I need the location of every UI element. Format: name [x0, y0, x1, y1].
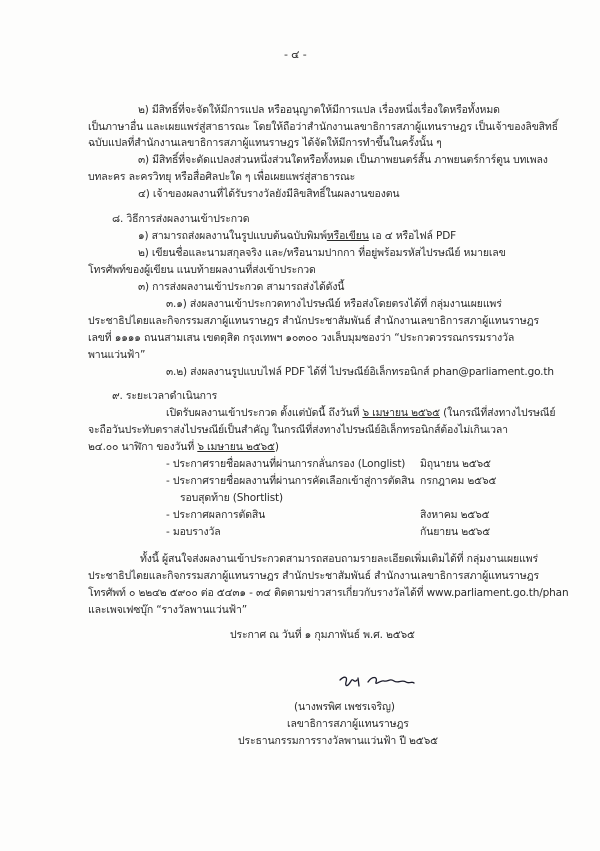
- section-8-sub-3-2: ๓.๒) ส่งผลงานรูปแบบไฟล์ PDF ได้ที่ ไปรษณีย์อิเล็กทรอนิกส์ phan@parliament.go.th: [166, 366, 554, 378]
- schedule-item-label: - มอบรางวัล: [166, 526, 221, 538]
- schedule-item-label: - ประกาศรายชื่อผลงานที่ผ่านการกลั่นกรอง (Longlist): [166, 458, 406, 470]
- page-number: - ๔ -: [284, 48, 307, 61]
- section-8-item-3: ๓) การส่งผลงานเข้าประกวด สามารถส่งได้ดังนี้: [138, 281, 345, 293]
- section-9-heading: ๙. ระยะเวลาดำเนินการ: [112, 390, 218, 402]
- schedule-item-date: สิงหาคม ๒๕๖๕: [420, 509, 490, 521]
- rights-item-4: ๔) เจ้าของผลงานที่ได้รับรางวัลยังมีลิขสิทธิ์ในผลงานของตน: [138, 188, 400, 200]
- section-8-sub-3-1-line-4: พานแว่นฟ้า”: [88, 349, 146, 361]
- section-8-sub-3-1-line-3: เลขที่ ๑๑๑๑ ถนนสามเสน เขตดุสิต กรุงเทพฯ ๑๐๓๐๐ วงเล็บมุมซองว่า “ประกวดวรรณกรรมรางวัล: [88, 332, 515, 344]
- section-9-para-line-2: จะถือวันประทับตราส่งไปรษณีย์เป็นสำคัญ ในกรณีที่ส่งทางไปรษณีย์อิเล็กทรอนิกส์ต้องไม่เกินเวลา: [88, 424, 508, 436]
- schedule-item-date: กันยายน ๒๕๖๕: [420, 526, 491, 538]
- schedule-item-label-continued: รอบสุดท้าย (Shortlist): [180, 492, 283, 504]
- section-8-sub-3-1-line-1: ๓.๑) ส่งผลงานเข้าประกวดทางไปรษณีย์ หรือส่งโดยตรงได้ที่ กลุ่มงานเผยแพร่: [166, 298, 502, 310]
- rights-item-3-line-2: บทละคร ละครวิทยุ หรือสื่อศิลปะใด ๆ เพื่อเผยแพร่สู่สาธารณะ: [88, 171, 356, 183]
- section-8-item-1: ๑) สามารถส่งผลงานในรูปแบบต้นฉบับพิมพ์หรือเขียน เอ ๔ หรือไฟล์ PDF: [138, 230, 457, 242]
- schedule-item-label: - ประกาศรายชื่อผลงานที่ผ่านการคัดเลือกเข้าสู่การตัดสิน: [166, 475, 415, 487]
- section-9-para-line-1: เปิดรับผลงานเข้าประกวด ตั้งแต่บัดนี้ ถึงวันที่ ๖ เมษายน ๒๕๖๕ (ในกรณีที่ส่งทางไปรษณีย์: [166, 407, 556, 419]
- contact-line-4: และเพจเฟซบุ๊ก “รางวัลพานแว่นฟ้า”: [88, 604, 248, 616]
- contact-line-3: โทรศัพท์ ๐ ๒๒๔๒ ๕๙๐๐ ต่อ ๕๔๓๑ - ๓๔ ติดตามข่าวสารเกี่ยวกับรางวัลได้ที่ www.parliament.go.th/phan: [88, 587, 569, 599]
- section-8-heading: ๘. วิธีการส่งผลงานเข้าประกวด: [112, 213, 250, 225]
- section-8-item-2-line-2: โทรศัพท์ของผู้เขียน แนบท้ายผลงานที่ส่งเข้าประกวด: [88, 264, 316, 276]
- rights-item-2-line-1: ๒) มีสิทธิ์ที่จะจัดให้มีการแปล หรืออนุญาตให้มีการแปล เรื่องหนึ่งเรื่องใดหรือทั้งหมด: [138, 104, 500, 116]
- schedule-item-label: - ประกาศผลการตัดสิน: [166, 509, 266, 521]
- signer-title: เลขาธิการสภาผู้แทนราษฎร: [287, 718, 409, 730]
- signature: [338, 672, 416, 694]
- signer-name: (นางพรพิศ เพชรเจริญ): [294, 701, 395, 713]
- rights-item-2-line-2: เป็นภาษาอื่น และเผยแพร่สู่สาธารณะ โดยให้ถือว่าสำนักงานเลขาธิการสภาผู้แทนราษฎร เป็นเจ้าของลิขสิทธิ์: [88, 121, 558, 133]
- contact-line-1: ทั้งนี้ ผู้สนใจส่งผลงานเข้าประกวดสามารถสอบถามรายละเอียดเพิ่มเติมได้ที่ กลุ่มงานเผยแพร่: [140, 553, 538, 565]
- section-8-sub-3-1-line-2: ประชาธิปไตยและกิจกรรมสภาผู้แทนราษฎร สำนักประชาสัมพันธ์ สำนักงานเลขาธิการสภาผู้แทนราษฎร: [88, 315, 539, 327]
- signer-role: ประธานกรรมการรางวัลพานแว่นฟ้า ปี ๒๕๖๕: [238, 735, 438, 747]
- rights-item-2-line-3: ฉบับแปลที่สำนักงานเลขาธิการสภาผู้แทนราษฎร ได้จัดให้มีการทำขึ้นในครั้งนั้น ๆ: [88, 137, 442, 149]
- rights-item-3-line-1: ๓) มีสิทธิ์ที่จะดัดแปลงส่วนหนึ่งส่วนใดหรือทั้งหมด เป็นภาพยนตร์สั้น ภาพยนตร์การ์ตูน บทเพลง: [138, 154, 548, 166]
- schedule-item-date: กรกฎาคม ๒๕๖๕: [420, 475, 497, 487]
- section-8-item-2-line-1: ๒) เขียนชื่อและนามสกุลจริง และ/หรือนามปากกา ที่อยู่พร้อมรหัสไปรษณีย์ หมายเลข: [138, 247, 506, 259]
- contact-line-2: ประชาธิปไตยและกิจกรรมสภาผู้แทนราษฎร สำนักประชาสัมพันธ์ สำนักงานเลขาธิการสภาผู้แทนราษฎร: [88, 570, 539, 582]
- announcement-date: ประกาศ ณ วันที่ ๑ กุมภาพันธ์ พ.ศ. ๒๕๖๕: [230, 629, 415, 641]
- schedule-item-date: มิถุนายน ๒๕๖๕: [420, 458, 491, 470]
- section-9-para-line-3: ๒๔.๐๐ นาฬิกา ของวันที่ ๖ เมษายน ๒๕๖๕): [88, 441, 279, 453]
